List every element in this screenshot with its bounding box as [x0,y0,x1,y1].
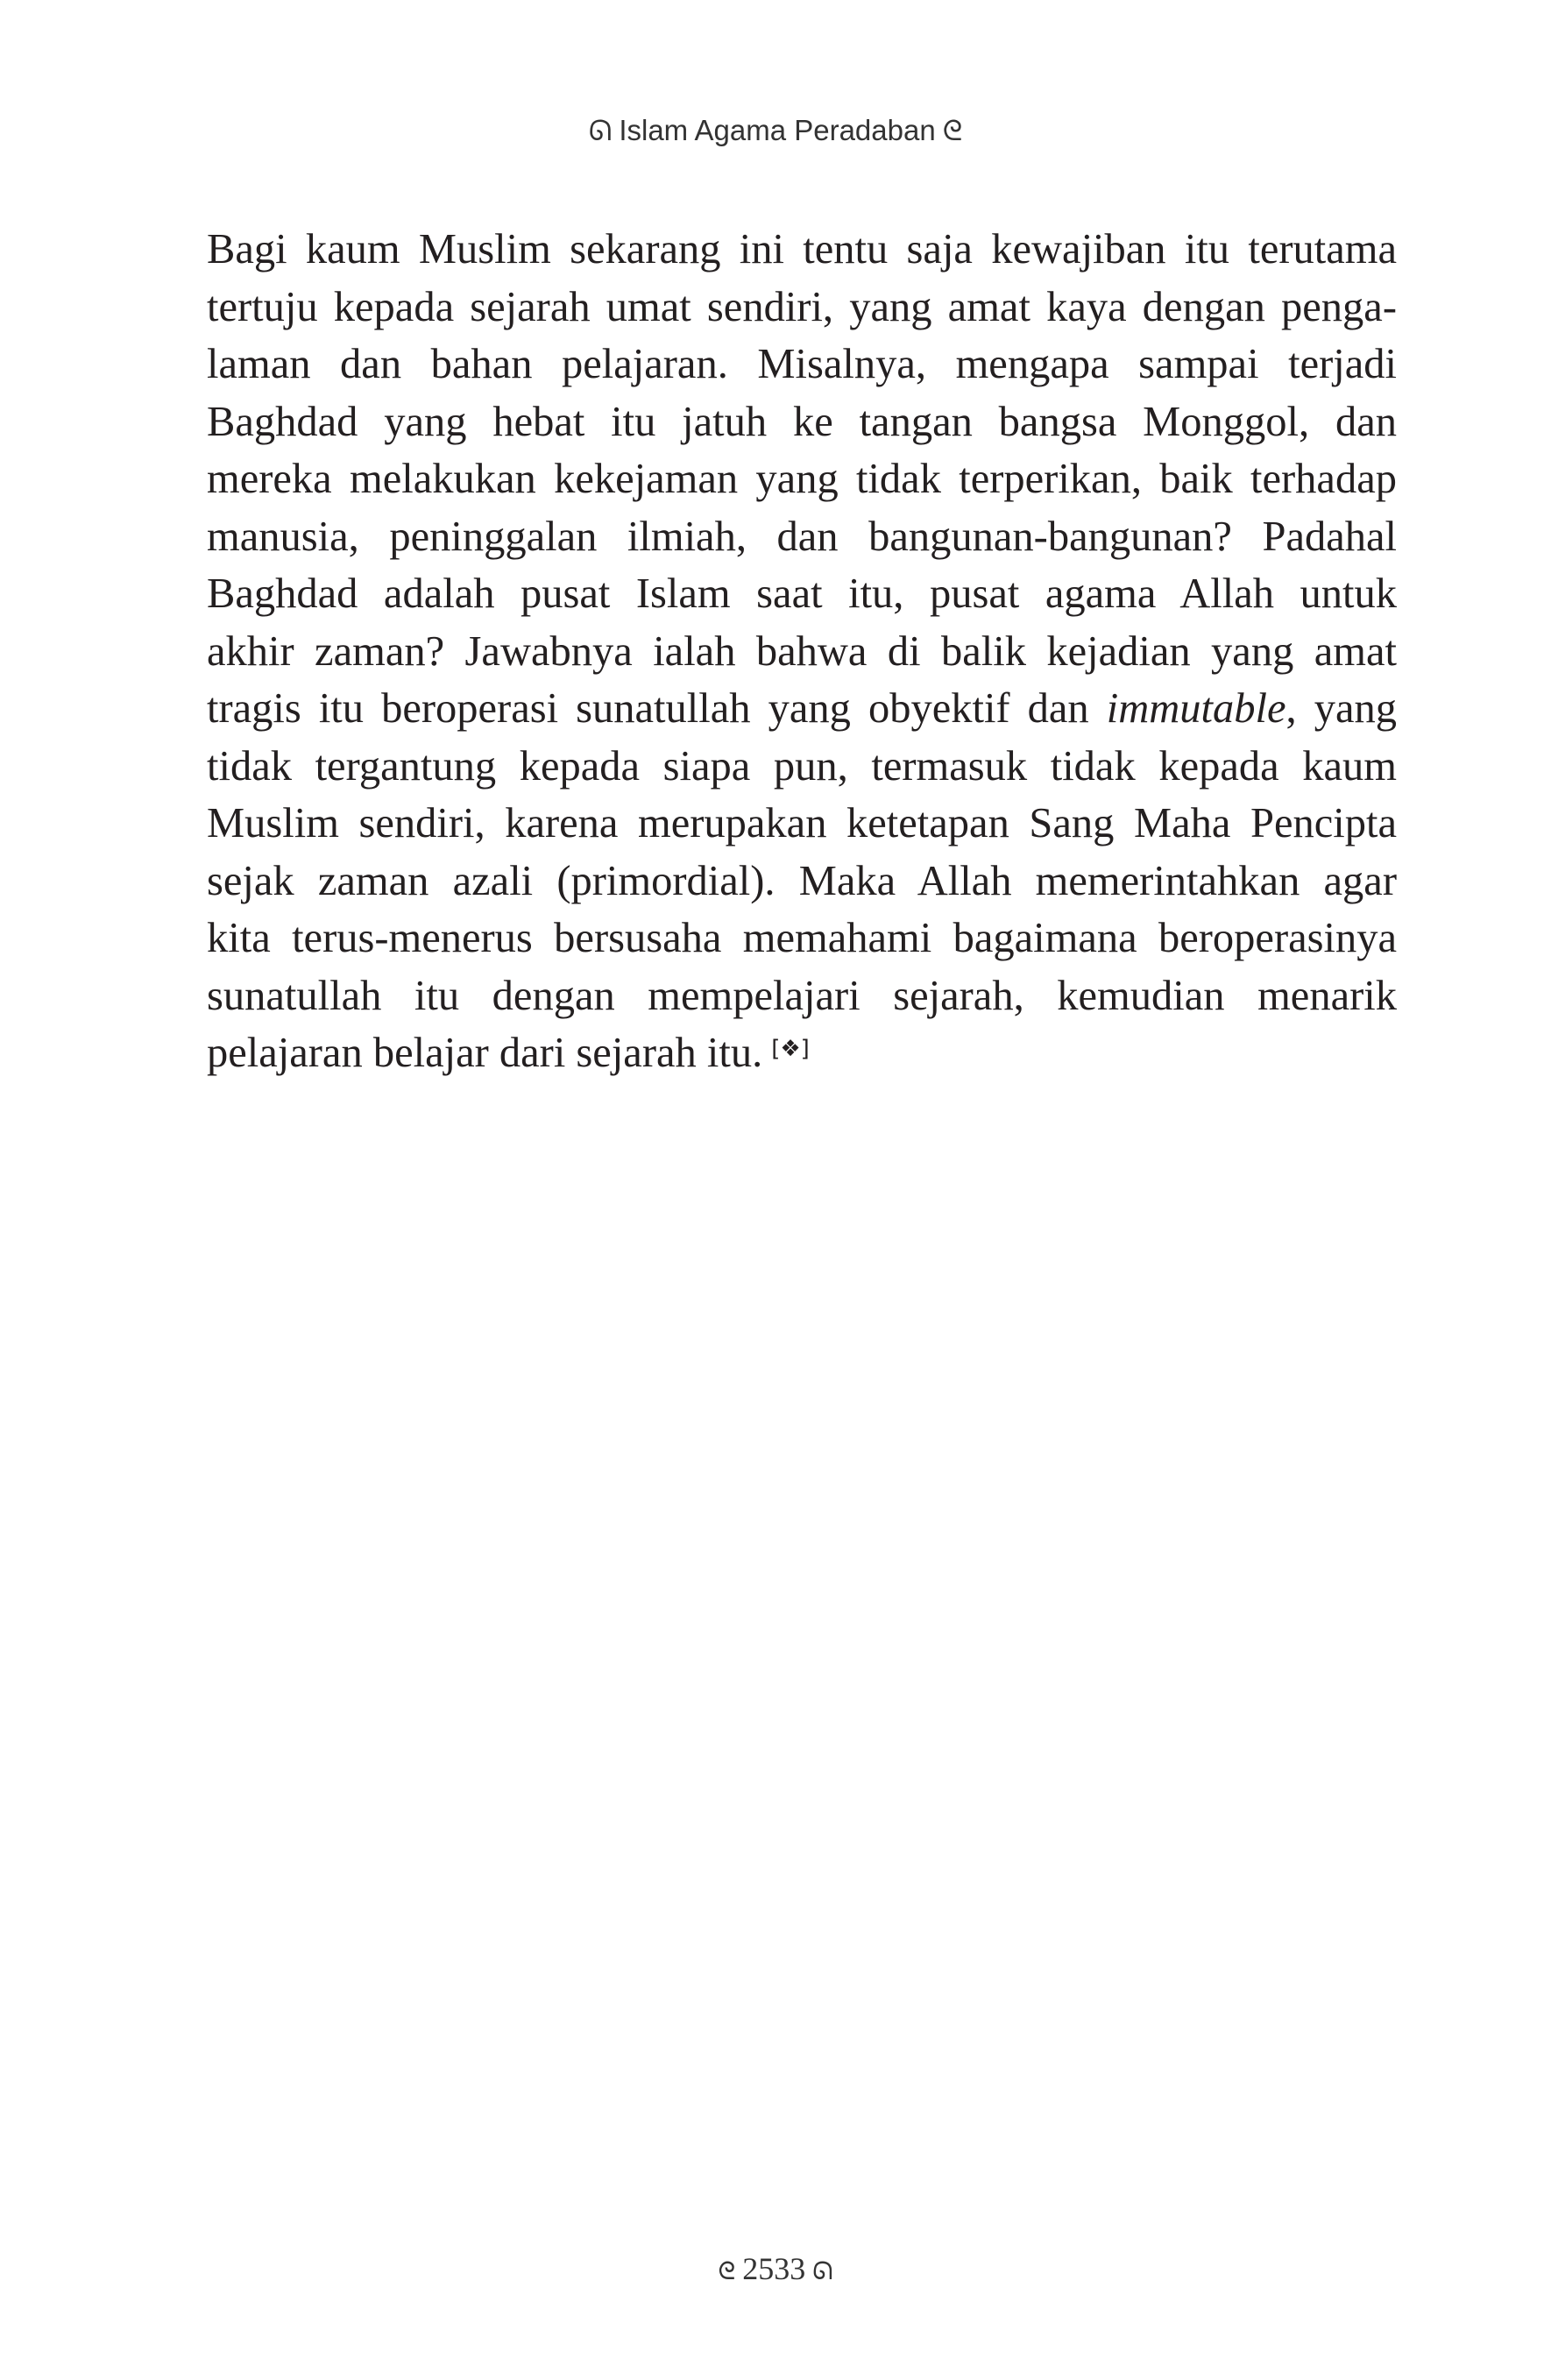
text-line: tertuju kepada sejarah umat sendiri, yang amat kaya dengan penga- [207,283,1397,330]
text-line: sunatullah itu dengan mempelajari sejarah, kemudian menarik [207,972,1397,1019]
ornament-right-icon: ᘓ [942,114,963,147]
text-segment: tragis itu beroperasi sunatullah yang obyektif dan [207,685,1107,732]
text-line: tidak tergantung kepada siapa pun, termasuk tidak kepada kaum [207,742,1397,790]
running-header [0,114,1551,148]
text-line: kita terus-menerus bersusaha memahami bagaimana beroperasinya [207,915,1397,961]
text-line: Muslim sendiri, karena merupakan ketetapan Sang Maha Pencipta [207,800,1397,846]
text-line: Baghdad yang hebat itu jatuh ke tangan bangsa Monggol, dan [207,398,1397,445]
body-paragraph [207,221,1397,1082]
ornament-right-icon: ᘏ [812,2256,833,2285]
page-footer [0,2250,1551,2287]
italic-term: immutable [1106,685,1286,732]
book-title: Islam Agama Peradaban [619,114,936,146]
end-marker-icon: [❖] [771,1036,810,1062]
text-line: sejak zaman azali (primordial). Maka Allah memerintahkan agar [207,857,1397,904]
text-line: manusia, peninggalan ilmiah, dan bangunan-bangunan? Padahal [207,513,1397,560]
text-segment: pelajaran belajar dari sejarah itu. [207,1030,763,1076]
text-line: Baghdad adalah pusat Islam saat itu, pusat agama Allah untuk [207,570,1397,617]
page-number: 2533 [742,2251,806,2286]
ornament-left-icon: ᘏ [588,114,613,147]
text-line: laman dan bahan pelajaran. Misalnya, mengapa sampai terjadi [207,341,1397,387]
text-segment: , yang [1285,685,1397,732]
ornament-left-icon: ᘓ [718,2256,736,2285]
text-line [207,680,1397,738]
text-line: mereka melakukan kekejaman yang tidak terperikan, baik terhadap [207,456,1397,502]
text-line [207,1024,1397,1082]
text-line: Bagi kaum Muslim sekarang ini tentu saja kewajiban itu terutama [207,226,1397,273]
text-line: akhir zaman? Jawabnya ialah bahwa di balik kejadian yang amat [207,627,1397,675]
